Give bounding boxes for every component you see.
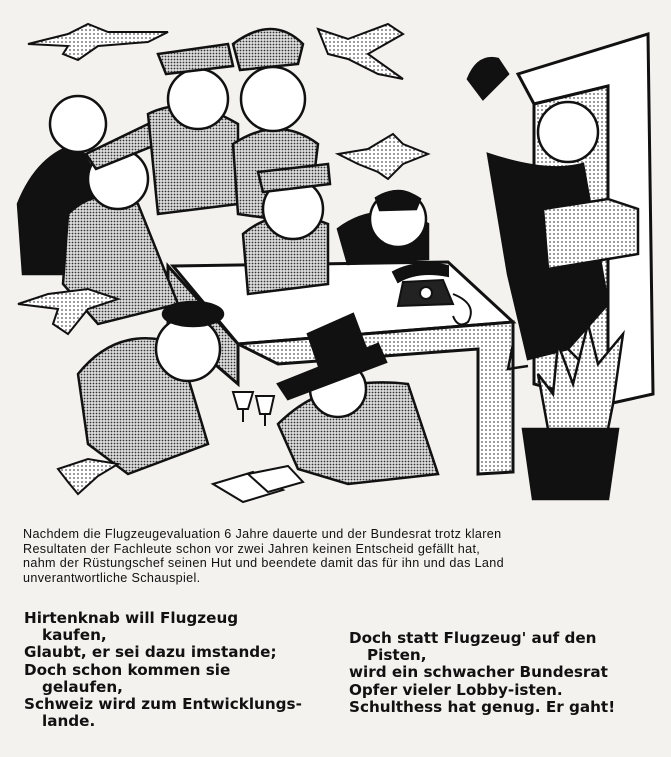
poem-line: Doch schon kommen sie [24, 660, 231, 679]
poem-line: Schweiz wird zum Entwicklungs- [24, 695, 302, 714]
poem-stanza-right [349, 630, 649, 716]
poem-line: Hirtenknab will Flugzeug [24, 609, 239, 627]
poem-line: Schulthess hat genug. Er gaht! [349, 697, 616, 716]
poem-line: gelaufen, [42, 677, 123, 696]
poem-stanza-left [24, 610, 344, 730]
poem-line: lande. [42, 712, 96, 731]
poem-line: Opfer vieler Lobby-isten. [349, 680, 563, 699]
caption-line: Resultaten der Fachleute schon vor zwei Jahren keinen Entscheid gefällt hat, [23, 541, 481, 556]
caption-line: nahm der Rüstungschef seinen Hut und beendete damit das für ihn und das Land [23, 556, 504, 571]
cartoon-illustration [8, 4, 663, 510]
poem-line: Pisten, [367, 646, 427, 665]
poem-line: wird ein schwacher Bundesrat [349, 663, 608, 682]
poem-line: Doch statt Flugzeug' auf den [349, 629, 597, 647]
poem-line: kaufen, [42, 626, 107, 645]
caption-line: Nachdem die Flugzeugevaluation 6 Jahre dauerte und der Bundesrat trotz klaren [23, 527, 502, 541]
poem-line: Glaubt, er sei dazu imstande; [24, 643, 277, 662]
cartoon-caption [23, 527, 649, 585]
caption-line: unverantwortliche Schauspiel. [23, 570, 201, 585]
